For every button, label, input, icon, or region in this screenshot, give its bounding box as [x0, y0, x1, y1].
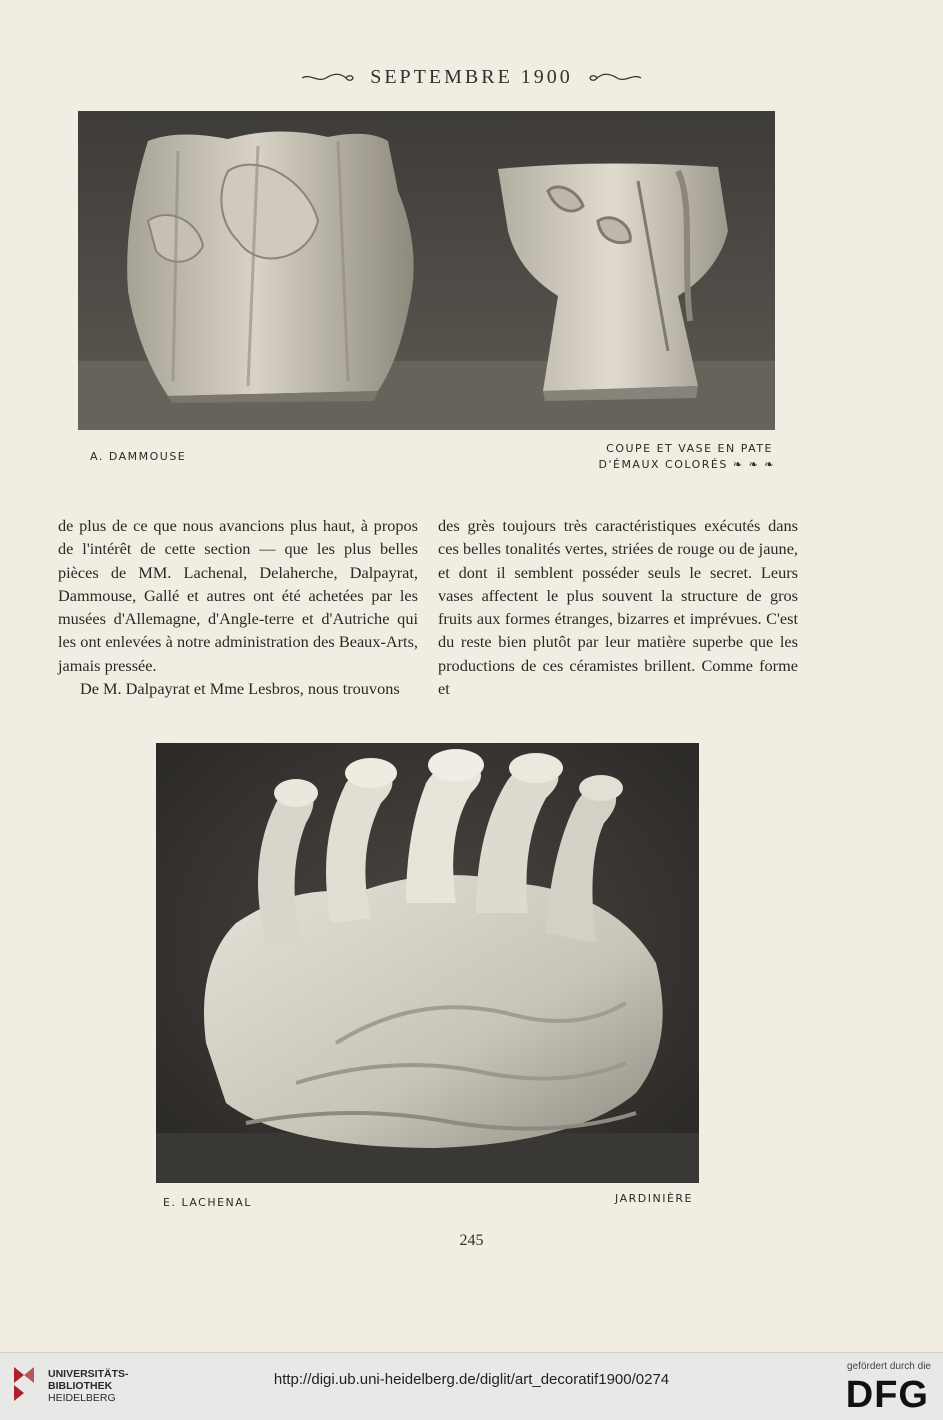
- right-paragraph: des grès toujours très caractéristiques exécutés dans ces belles tonalités vertes, striées de rouge ou de jaune, et dont il semblent posséder seuls le secret. Leurs vases affectent le plus souvent la structure de gros fruits aux formes étranges, bizarres et imprévues. C'est du reste bien plutôt par leur matière superbe que les productions de ces céramistes brillent. Comme forme et: [438, 516, 798, 699]
- source-url-link[interactable]: http://digi.ub.uni-heidelberg.de/diglit/art_decoratif1900/0274: [273, 1371, 670, 1388]
- caption-top-right-line2: D'ÉMAUX COLORÉS ❧ ❧ ❧: [598, 458, 775, 471]
- right-ornament-icon: [587, 71, 643, 85]
- left-ornament-icon: [300, 71, 356, 85]
- header-title: SEPTEMBRE 1900: [370, 66, 573, 88]
- library-line-3: HEIDELBERG: [48, 1392, 116, 1404]
- left-paragraph-1: de plus de ce que nous avancions plus haut, à propos de l'intérêt de cette section — que les plus belles pièces de MM. Lachenal, Delaherche, Dalpayrat, Dammouse, Gallé et autres ont été achetées par les musées d'Allemagne, d'Angle-terre et d'Autriche qui les ont enlevées à notre administration des Beaux-Arts, jamais pressée.: [58, 516, 418, 675]
- funded-by-label: gefördert durch die: [847, 1361, 931, 1372]
- photo-jardiniere: [156, 743, 699, 1183]
- caption-bottom-left: E. LACHENAL: [163, 1196, 252, 1209]
- right-text-column: [438, 514, 798, 700]
- left-paragraph-2: De M. Dalpayrat et Mme Lesbros, nous trouvons: [80, 679, 400, 699]
- left-text-column: [58, 514, 418, 700]
- library-line-2: BIBLIOTHEK: [48, 1380, 113, 1392]
- dfg-logo: DFG: [845, 1374, 929, 1416]
- caption-top-right-line1: COUPE ET VASE EN PATE: [606, 442, 773, 455]
- running-header: [0, 66, 943, 89]
- caption-bottom-right: JARDINIÈRE: [615, 1192, 693, 1205]
- library-line-1: UNIVERSITÄTS-: [48, 1368, 129, 1380]
- caption-top-left: A. DAMMOUSE: [90, 450, 187, 463]
- page-number: 245: [459, 1232, 484, 1249]
- photo-vases: [78, 111, 775, 430]
- footer-bar: [0, 1352, 943, 1420]
